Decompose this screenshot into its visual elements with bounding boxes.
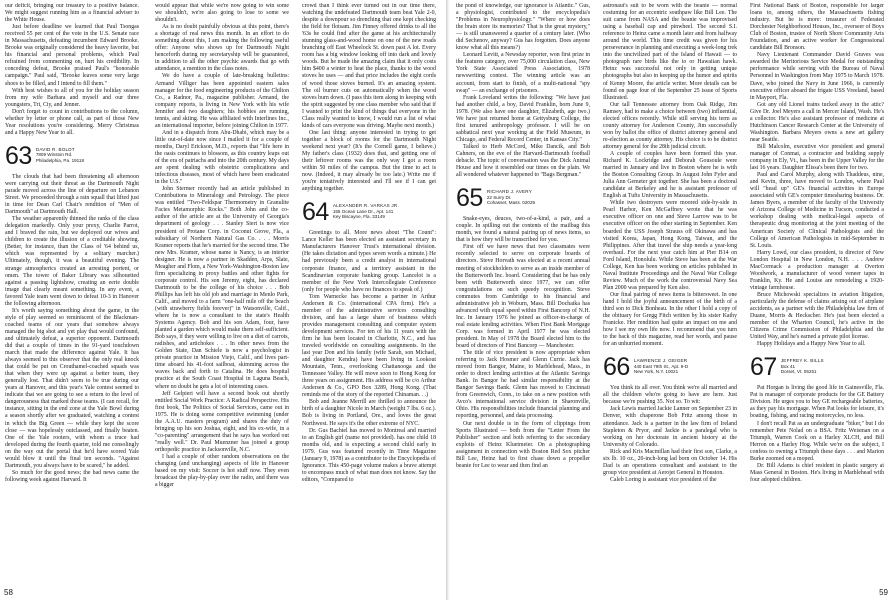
paragraph: Got any old Lionel trains tucked away in the attic? Give Dr. Joel Meyers a call in Mercer Island, Wash. He's a collector. He's also assistant professor of medicine at Hutchinson Cancer Research Center at the University of Washington. Barbara Meyers owns a new art gallery near Seattle. (750, 101, 884, 143)
paragraph: Bruce Michowski specializes in aviation litigation, particularly the defense of claims arising out of airplane accidents, as a partner with the Philadelphia law firm of Duane, Morris & Heckscher. He's just been elected a member of the Wharton Council, he's active in the Citizens Crime Commission of Philadelphia and the United Way, and he's earned a private pilot license. (750, 291, 884, 341)
left-page (0, 0, 446, 600)
paragraph: Pat Horgan is living the good life in Gainesville, Fla. Pat is manager of corporate products for the GE Battery Division. He urges you to buy GE rechargeable batteries, as they pay his mortgage. When Pat looks for leisure, it's boating, fishing, and racing motorcycles, no less. (750, 385, 884, 420)
paragraph: So much for the good news; the bad news came the following week against Harvard. It (5, 469, 139, 483)
paragraph: Our next double is in the form of clippings from Sports Illustrated — both from the "Letter From the Publisher" section and both referring to the secondary exploits of Heinz Kluetmeier. On a photographing assignment in connection with Boston Red Sox pitcher Bill Lee, Heinz had to first chase down a propeller beanie for Lee to wear and then find an (456, 420, 590, 469)
paragraph: Dr. Gus Bachtel has moved to Montreal and married to an English girl (name not provided). has one child 18 months old, and is expecting a second child early in 1979. Gus was featured recently in Time Magazine (January 9, 1978) as a contributor to the Encyclopedia of Ignorance. This 450-page volume makes a brave attempt to encompass much of what man does not know. Say the editors, "Compared to (302, 427, 436, 483)
secretary-city: Cohasset, Mass. 02025 (486, 200, 536, 206)
class-heading (750, 353, 884, 382)
secretary-street: 22 Surry Dr. (486, 194, 512, 200)
paragraph: Our tall Tennessee attorney from Oak Ridge, Jim Ramsey, had to make a choice between (two) influential, elected offices recently. While still serving his term as county attorney for Anderson County, Jim successfully won by ballot the office of district attorney general and re-election as county attorney. His choice is to be district attorney general for the 28th judicial circuit. (603, 101, 737, 150)
paragraph: would appear that while we're now going to win some we shouldn't, we're also going to lose to some we shouldn't. (155, 3, 289, 24)
paragraph: The title of vice president is now appropriate when referring to Jack Hosmer and Glenn Currie. Jack has moved from Bangor, Maine, to Marblehead, Mass., in order to direct lending activities at the Atlantic Savings Bank. In Bangor he had similar responsibility at the Bangor Savings Bank. Glenn has moved to Cincinnati from Greenwich, Conn., to take on a new position with Avco's international service division in Sharonville, Ohio. His responsibilities include financial planning and reporting, personnel, and data processing. (456, 350, 590, 420)
class-heading (302, 198, 436, 227)
paragraph: crowd than I think ever turned out in our time there, watching the undefeated Dartmouth team beat Yale 2-0, despite a downpour so drenching that one kept checking the field for flotsam. Jim Finney offered drinks to all the '63s he could find after the game at his architecturally stunning glass-and-wood home on one of the new roads branching off East Wheelock St. down past A lot. Every room has a big window looking off into dark and lovely woods. But he made the amazing claim that it only costs him $400 a winter to heat the place, thanks to the wood stoves he uses — and that price includes the eight cords of wood those stoves burned. It's an amazing system. The oil burner cuts on automatically when the wood stoves burn down. (I pass this item along in keeping with the spirit suggested by one class member who said that if I wanted to print the kind of things that everyone in the Class really wanted to know, I would run a list of what kinds of cars everyone was driving. Maybe next month.) (302, 3, 436, 129)
class-year-number: 63 (5, 141, 32, 170)
paragraph: Rick and Kris Macmillan had their first son, Clarke, a six lb. 10 oz., 20-inch-long lad born on October 14. His Dad is an operations consultant and assistant to the group vice president at Aerojet General in Houston. (603, 448, 737, 476)
class-year-number: 65 (456, 184, 483, 213)
secretary-city: New York, N.Y. 10021 (633, 369, 679, 375)
right-page (450, 0, 896, 600)
paragraph: While two destroyers were moored side-by-side in Pearl Harbor, Ken McGaffney wrote that he was executive officer on one and Steve Larrow was to be executive officer on the other starting in September. Ken boarded the USS Joseph Strauss off Okinawa and has visited Korea, Japan, Hong Kong, Taiwan, and the Philippines. After that travel the ship needs a year-long overhaul. For the next year catch him at Pier B14 on Ford Island, Honolulu. While Steve has been at the War College, Ken has been working on articles published in Naval Institute Proceedings and the Naval War College Review. Much of the work the controversial Navy Sea Plan 2000 was prepared by Ken also. (603, 200, 737, 291)
paragraph: It's worth saying something about the game, in the style of play seemed so reminiscent of the Blackman-coached teams of our years that somehow always managed the big shot and yet play that would confound, and ultimately defeat, a superior opponent. Dartmouth did that a couple of times in the 91-yard touchdown march that made the difference against Yale. It has always seemed to this observer that the only real knock that could be put on Crouthamel-coached squads was that when they were up against a better team, they generally lost. That didn't seem to be true during our years at Hanover, and this year's Yale contest seemed to indicate that we are going to see a return to the level of dangerousness that marked those teams. (I can recall, for instance, sitting in the end zone at the Yale Bowl during a season shortly after we graduated, watching a contest in which the Big Green — while they kept the score close — was hopelessly outclassed, and finally beaten. One of the Yale rooters, with whom a truce had developed during the fourth quarter, told me consolingly on the way out the portal that he'd have scored Yale would blow it until the final ten seconds. "Against Dartmouth, you always have to be scared," he added. (5, 307, 139, 469)
paragraph: the pond of knowledge, our ignorance is Atlantic." Gus, a physiologist, contributed to the encyclopedia's "Problems in Neurophysiology." "Where or how does the brain store its memories? That is the great mystery," — is still unanswered a quarter of a century later. (Who did Sechenov, anyway? Gus has forgotten. Does anyone know what all this means?) (456, 3, 590, 52)
right-column-3 (750, 3, 884, 591)
paragraph: Bob and Jeanne Merrill are thrilled to announce the birth of a daughter Nicole in March (weight 7 lbs. 6 oz.). Bob is living in Portland, Ore., and loves the great Northwest. He says it's the other extreme of NYC. (302, 399, 436, 427)
paragraph: Tom Warnecke has become a partner in Arthur Andersen & Co. (international CPA firm). He's a member of the administrative services consulting division, and has a large share of business which provides management consulting and computer system development services. For ten of his 11 years with the firm he has been located in Charlotte, N.C., and has traveled worldwide on consulting assignments. In the last year Don and his family (wife Sarah, son Michael, and daughter Kendra) have been living in Lookout Mountain, Tenn., overlooking Chattanooga and the Tennessee Valley. He will move soon to Hong Kong for three years on assignment. His address will be c/o Arthur Andersen & Co., GPO Box 3289, Hong Kong. (That reminds me of the story of the reported Chinaman. . .) (302, 293, 436, 399)
paragraph: First National Bank of Boston, responsible for larger loans to, among others, the Massachusetts fishing industry. But he is more: treasurer of Federated Dorchester Neighborhood Houses, Inc., overseer of Boys Club of Boston, trustee of North Shore Community Arts Foundation, and an active worker for Congressional candidate Bill Bronson. (750, 3, 884, 52)
paragraph: Leonard Levitt, a Newsday reporter, won first prize in the features category, over 75,000 circulation class, New York State Associated Press Association, 1978 newswriting contest. The winning article was an account, from start to finish, of a multi-national "spy swap" — an exchange of prisoners. (456, 52, 590, 94)
paragraph: We do have a couple of late-breaking bulletins: Armand Villiger has been appointed eastern sales manager for the food engineering products of the Chilton Co., a Radnor, Pa., magazine publisher. Armand, the company reports, is living in New York with his wife Jennifer and two daughters; his hobbies are running, tennis, and skiing. He was affiliated with Interlines Inc., an international importer, before joining Chilton in 1977. (155, 73, 289, 129)
left-column-1 (5, 3, 139, 591)
secretary-city: Dorset, Vt. 05251 (780, 369, 817, 375)
page-number: 58 (4, 588, 13, 597)
secretary-name: DAVID R. BOLDT (35, 146, 75, 152)
class-heading (603, 353, 737, 382)
left-column-3 (302, 3, 436, 591)
right-column-1 (456, 3, 590, 591)
class-year-number: 66 (603, 353, 630, 382)
paragraph: Dr. Bill Adams is chief resident in plastic surgery at Mass General in Boston. He's living in Marblehead with four adopted children. (750, 462, 884, 483)
paragraph: Just before deadline we learned that Paul Tsongas received 55 per cent of the vote in the U.S. Senate race in Massachusetts, defeating incumbent Edward Brooke. Brooke was originally considered the heavy favorite, but his financial and personal problems, which Paul refrained from commenting on, hurt his credibility. In conceding defeat, Brooke praised Paul's "honorable campaign." Paul said, "Brooke leaves some very large shoes to be filled, and I intend to fill them." (5, 24, 139, 87)
paragraph: You think its all over. You think we're all married and all the children who're going to have are here. Just because we're pushing 35. Not so. To wit: (603, 385, 737, 406)
class-year-number: 67 (750, 353, 777, 382)
paragraph: The clouds that had been threatening all afternoon were carrying out their threat as the Dartmouth Night parade moved across the line of departure on Lebanon Street. We proceeded through a rain squall that lifted just in time for Dean Carl Chair's rendition of "Men of Dartmouth" at Dartmouth Hall. (5, 173, 139, 216)
secretary-street: 155 Ocean Lane Dr., Apt. 141 (332, 208, 394, 214)
secretary-address (781, 356, 824, 375)
right-column-2 (603, 3, 737, 591)
secretary-city: Philadelphia, Pa. 19118 (35, 158, 84, 164)
class-heading (5, 141, 139, 170)
secretary-name: JEFFREY K. BILLS (780, 358, 824, 364)
paragraph: One last thing: anyone interested in trying to get together a block of rooms for the Dartmouth Night weekend next year? (It's the Cornell game, I believe.) My father's class (1932) does that, and getting one of their leftover rooms was the only way I got a room within 50 miles of the campus. But the time to act is now. (Indeed, it may already be too late.) Write me if you're tentatively interested and I'll see if I can get anything together. (302, 129, 436, 193)
secretary-city: Key Biscayne, Fla. 33149 (332, 214, 385, 220)
paragraph: Snake-eyes, deuces, two-of-a-kind, a pair, and a couple. In spilling out the contents of the mailbag this month, we found a natural pairing up of news items, so that is how they will be transcribed for you. (456, 216, 590, 244)
paragraph: John Stermer recently had an article published in Contributions to Mineralogy and Petrology. The piece was entitled "Two-Feldspar Thermometry in Granulite Facies Metamorphic Rocks." Both John and the co-author of the article are at the University of Georgia's department of geology . . . Stanley Siert is now vice president of Protane Corp. in Coconut Grove, Fla., a subsidiary of Northern Natural Gas Co. . . . Morris Kramer reports that he's married for the second time. The new Mrs. Kramer, whose name is Nancy, is an interior designer. He is now a partner in Skadden, Arps, Slate, Meagher and Flom, a New York-Washington-Boston law firm specializing in proxy battles and other fights for corporate control. His son Jeremy, eight, has declared Dartmouth to be the college of his choice . . . Bob Phillips has left his old job and marriage in Menlo Park, Calif., and moved to a farm "one-half mile off the beach (with strawberry fields forever)" in Watsonville, Calif., where he is now a consultant to the state's Health Systems Agency. Bob and his son Adam, four, have planted a garden which would make them self-sufficient. Bob says, if they were willing to live on a diet of carrots, radishes, and artichokes . . . In other news from the Golden State, Dan Schiele is now a psychologist in private practice in Mission Viejo, Calif., and lives part-time aboard his 41-foot sailboat, skimming across the waves back and forth to Catalina. He does hospital practice at the South Coast Hospital in Laguna Beach, where no doubt he gets a lot of interesting cases. (155, 186, 289, 390)
paragraph: I had a couple of other random observations on the changing (and unchanging) aspects of life in Hanover based on my visit: Soccer is hot stuff now. They even broadcast the play-by-play over the radio, and there was a bigger (155, 454, 289, 489)
paragraph: Caleb Loring is assistant vice president of the (610, 476, 717, 483)
paragraph: As is no doubt painfully obvious at this point, there's a shortage of real news this month. In an effort to do something about this, I am making the following useful offer: Anyone who shows up for Dartmouth Night henceforth during my secretaryship will be guaranteed, in addition to all the other psychic awards that go with attendance, a mention in the class notes. (155, 24, 289, 73)
secretary-address (333, 201, 399, 220)
class-heading (456, 184, 590, 213)
secretary-name: ALEXANDER R. VARKAS JR. (332, 203, 399, 209)
secretary-name: RICHARD J. AVERY (486, 189, 532, 195)
paragraph: Talked to Herb McCord, Mike Dancik, and Bob Cahners, on the eve of the Harvard-Dartmouth football debacle. The topic of conversation was the Dick Animal House and how it resembled our times on the plain. We all wondered whatever happened to "Bags Bergman." (456, 143, 590, 179)
paragraph: Jeff Gelpieri will have a second book out shortly entitled Social Work Practice: A Radical Perspective. His first book, The Politics of Social Services, came out in 1975. He is doing some competitive swimming (under the A.A.U. masters program) and shares the duty of bringing up his son Joshua, eight, and his ex-wife, in a "co-parenting" arrangement that he says has worked out "really well." Dr. Paul Muenzner has joined a group orthopedic practice in Jacksonville, N.C. (155, 390, 289, 453)
paragraph: The weather apparently thinned the ranks of the class delegation markedly. Only your prexy, Charlie Parrot, and I braved the rain, but we deployed our wives and children to create the illusion of a creditable showing. (Better, for instance, than the Class of '64 behind us, which was represented by a solitary marcher.) Ultimately, though, it was a beautiful evening. The strange atmospherics created an arresting portent, or omen. The tower of Baker Library was silhouetted against a passing lightshow, creating an eerie double image that clearly meant something. In any event, a favored Yale team went down to defeat 10-3 in Hanover the following afternoon. (5, 216, 139, 307)
secretary-address (36, 145, 84, 164)
secretary-address (487, 187, 535, 206)
paragraph: And in a dispatch from Abu-Dhabi, which may be a little out-of-date now since I mailed it for a couple of months, Daryl Erickson, M.D., reports that "life here in the oasis continues to blossom, as this country leaps out of the era of patriachs and into the 20th century. My days are spent dealing with obstetric complications and infectious diseases, most of which have been eradicated in the U.S." (155, 129, 289, 186)
secretary-street: Box 41 (780, 363, 796, 369)
paragraph: First off we have news that two classmates were recently selected to serve on corporate boards of directors. Steve Horvath was elected at a recent annual meeting of stockholders to serve as an inside member of the Butterworth Inc. board. Considering that he has only been with Butterworth since 1977, we can offer congratulations on such speedy recognition. Steve commutes from Cambridge to his financial and administrative job in Woburn, Mass. Bill Dochatka has advanced with equal speed within First Bancorp of N.H. Inc. In January 1976 he joined as officer-in-charge of real estate lending activities. When First Bank Mortgage Corp. was formed in April 1977 he was elected president. In May of 1978 the Board elected him to the board of directors of First Bancorp — Manchester. (456, 244, 590, 350)
paragraph: A couple of couples have been formed this year. Richard K. Lockridge and Deborah Gousoule were married in January and live in Boston where he is with the Boston Consulting Group. In August John Fyfer and Julia Ann Gemeter got together. She has been a doctoral candidate at Berkeley and he is assistant professor of English at Tufts University in Massachusetts. (603, 150, 737, 200)
secretary-address (634, 356, 688, 375)
left-column-2 (155, 3, 289, 591)
paragraph: Bill Malcolm, executive vice president and general manager of Conmat, a contractor and building supply company in Ely, Vt., has been in the Upper Valley for the last 16 years. Daughter Elissa's been there for two. (750, 143, 884, 172)
paragraph: Navy Lieutenant Commander David Graves was awarded the Meritorious Service Medal for outstanding performance while serving with the Bureau of Naval Personnel in Washington from May 1975 to March 1978. Dave, who joined the Navy in June 1966, is currently executive officer aboard the frigate USS Vreeland, based in Mayport, Fla. (750, 52, 884, 101)
paragraph: Frank Loveland writes the following: "We have just had another child, a boy, David Franklin, born June 9, 1978. (We also have one daughter, Elizabeth, age two.) We have just returned home at Gettysburg College, the first tenured anthropology professor. I will be on sabbatical next year working at the Field Museum, in Chicago, and Federal Record Center, in Kansas City." (456, 94, 590, 143)
paragraph: Paul and Carol Murphy, along with Thaddeus, nine, and Kevin, three, have moved to London, where Paul will "head up" GE's financial activities in Europe associated with GE's computer timesharing business. Dr. James Byers, a member of the faculty of the University of Arizona College of Medicine in Tucson, conducted a workshop dealing with medical-legal aspects of therapeutic drug monitoring at the joint meeting of the American Society of Clinical Pathologists and the College of American Pathologists in mid-September in St. Louis. (750, 172, 884, 249)
class-year-number: 64 (302, 198, 329, 227)
paragraph: Don't forget to count in contributions to the column, whether by letter or phone call, as part of those New Year resolutions you're considering. Merry Christmas and a Happy New Year to all. (5, 108, 139, 136)
paragraph: I don't recall Pat as an undergraduate "biker," but I do remember Pete Nolad on a BSA. Fritz Weisman on a Triumph, Warren Cook on a Harley XLCH, and Bill Herron on a Harley Hog. While we're on the subject, I confess to owning a Triumph these days . . . and Marion Burke zoomed on a moped. (750, 420, 884, 462)
paragraph: Harry Lowd, our class president, is director of New London Hospital in New London, N.H. . . . Andrew MacCormack a production manager at Overton Woodwork, a manufacturer of wood veneer tapes in Franklin, Ky. He and Louise are remodeling a 1920-vintage farmhouse. (750, 249, 884, 291)
page-number: 59 (879, 588, 888, 597)
paragraph: our deficit, bringing our treasury to a positive balance. We might suggest running him as a financial adviser to the White House. (5, 3, 139, 24)
paragraph: Greetings to all. More news about "The Count": Lance Keller has been elected an assistant secretary in Manufacturers Hanover Trust's international division. (He takes dictation and types seven words a minute.) He had previously been a credit analyst in international corporate finance, and a territory assistant in the Scandinavian corporate banking group. Lancelot is a member of the New York Intercollegiate Conference (only for people who have no finances to speak of.) (302, 230, 436, 293)
paragraph: astronaut's suit to be worn with the beanie — normal costuming for an eccentric southpaw like Bill Lee. The suit came from NASA and the beanie was improvised using a baseball cap and pinwheel. The second S.I. reference to Heinz came a month later and from halfway around the world. This time credit was given for his perseverance in planning and executing a week-long trek into the uncivilized part of the Island of Hawaii — to photograph rare birds like the io or Hawaiian hawk. Heinz was successful not only in getting unique photographs but also in keeping up the humor and spirits of Kenny Moore, the article writer. More details can be found on page four of the September 25 issue of Sports Illustrated. (603, 3, 737, 101)
paragraph: Jack Lewis married Jackie Lanner on September 23 in Denver, with chaperone Bob Fritz among those in attendance. Jack is a partner in the law firm of Ireland Stapleton & Pryor, and Jackie is a paralegal who is working on her doctorate in ancient history at the University of Colorado. (603, 406, 737, 448)
secretary-name: LAWRENCE J. GEIGER (633, 358, 688, 364)
paragraph: Our final pairing of news items is bittersweet. In one hand I hold the joyful announcement of the birth of a third son to Dick Bonheau. In the other I hold a copy of the obituary for Gregg Fitch written by his sister Kathy Franicke. Her rendition had quite an impact on me and how I see my own life now. I recommend that you turn to the back of this magazine, read her words, and pause for an unhurried moment. (603, 291, 737, 348)
paragraph: With best wishes to all of you for the holiday season from my wife Barbara and myself and our three youngsters, Tri, Ciy, and Jenner. (5, 87, 139, 108)
secretary-street: 440 East 79th St., Apt. 9-D (633, 363, 689, 369)
secretary-street: 7809 Winston Rd. (35, 152, 73, 158)
paragraph: Happy Holidays and a Happy New Year to all. (757, 341, 866, 348)
